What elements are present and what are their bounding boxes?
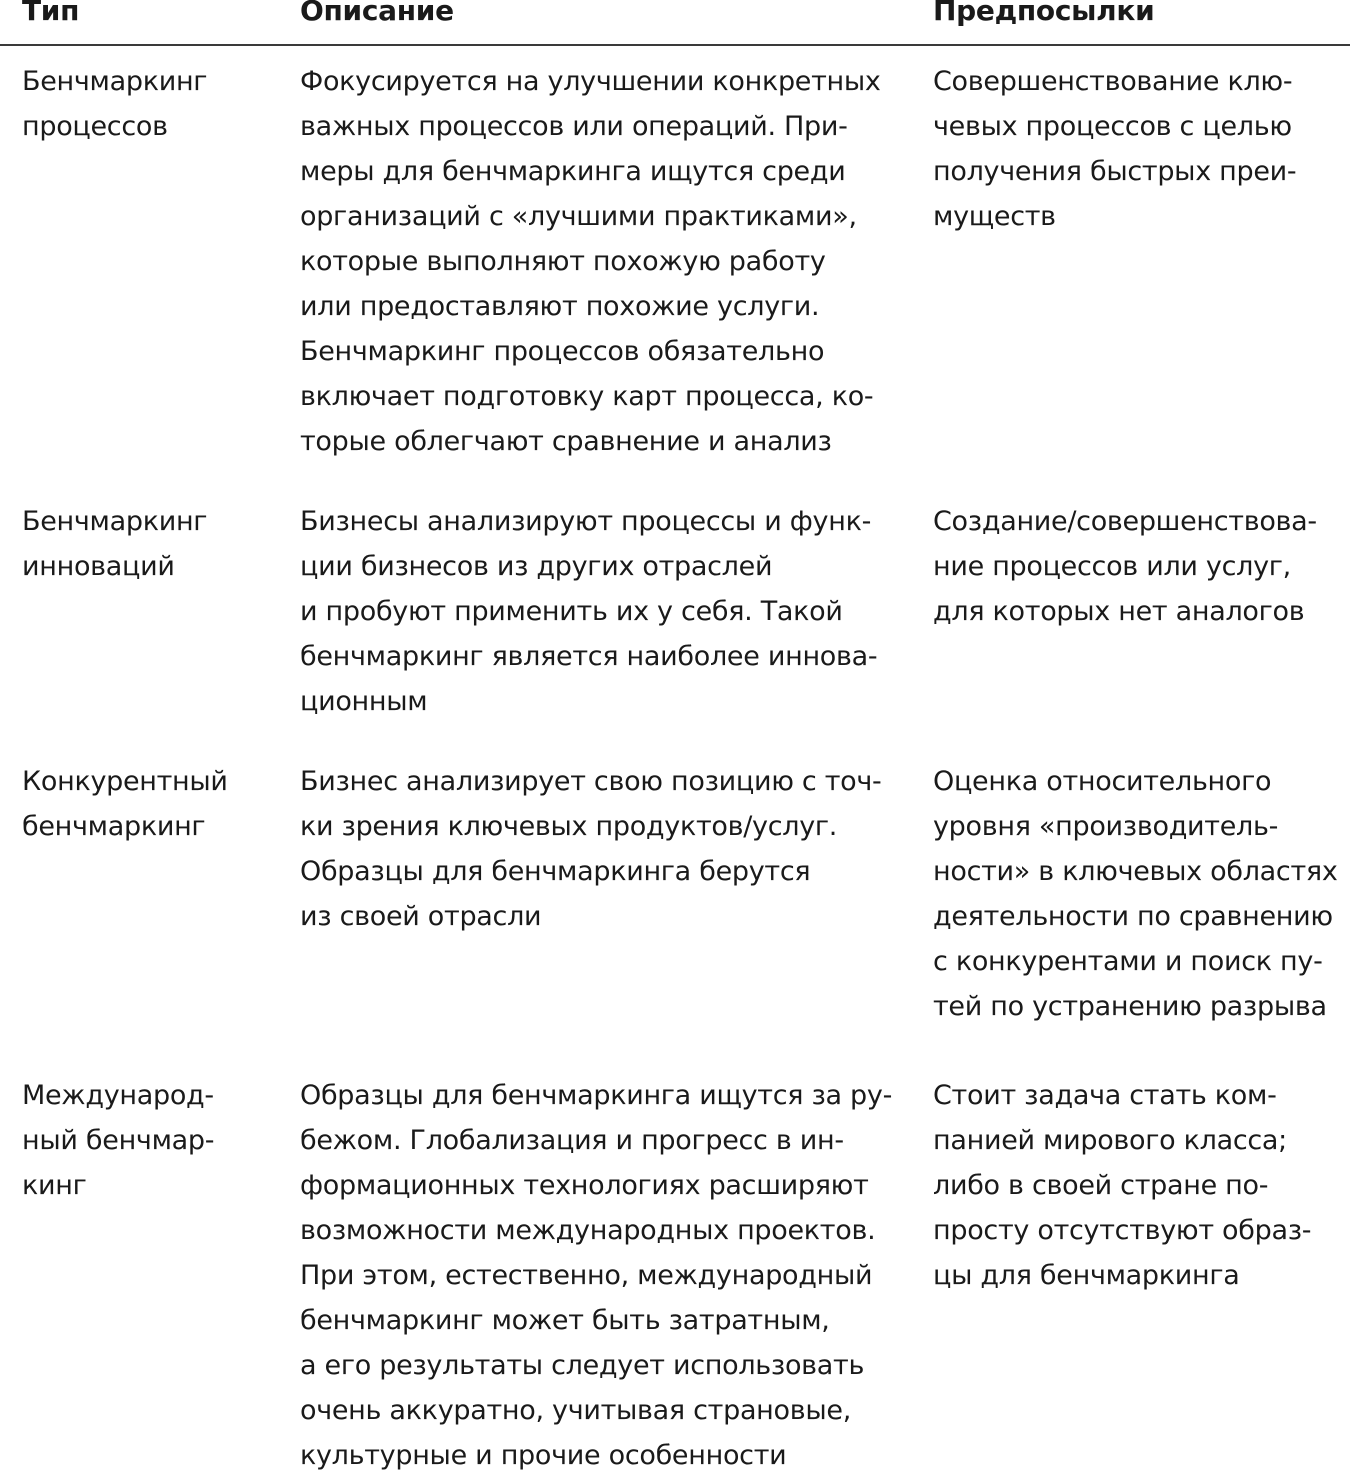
header-description: Описание bbox=[300, 0, 454, 27]
cell-line: из своей отрасли bbox=[300, 901, 542, 932]
cell-line: Образцы для бенчмаркинга берутся bbox=[300, 856, 811, 887]
cell-line: Бенчмаркинг процессов обязательно bbox=[300, 336, 825, 367]
cell-line: чевых процессов с целью bbox=[933, 111, 1292, 142]
cell-line: организаций с «лучшими практиками», bbox=[300, 201, 857, 232]
cell-line: Оценка относительного bbox=[933, 766, 1272, 797]
cell-line: Международ- bbox=[22, 1080, 214, 1111]
cell-line: кинг bbox=[22, 1170, 87, 1201]
cell-line: Бенчмаркинг bbox=[22, 66, 208, 97]
cell-line: которые выполняют похожую работу bbox=[300, 246, 826, 277]
cell-line: а его результаты следует использовать bbox=[300, 1350, 865, 1381]
cell-line: Бизнесы анализируют процессы и функ- bbox=[300, 506, 872, 537]
cell-line: Создание/совершенствова- bbox=[933, 506, 1317, 537]
cell-line: торые облегчают сравнение и анализ bbox=[300, 426, 832, 457]
cell-line: возможности международных проектов. bbox=[300, 1215, 876, 1246]
cell-line: включает подготовку карт процесса, ко- bbox=[300, 381, 874, 412]
cell-line: Бенчмаркинг bbox=[22, 506, 208, 537]
cell-line: очень аккуратно, учитывая страновые, bbox=[300, 1395, 851, 1426]
cell-line: с конкурентами и поиск пу- bbox=[933, 946, 1323, 977]
cell-line: ности» в ключевых областях bbox=[933, 856, 1338, 887]
prerequisites-cell bbox=[933, 499, 1317, 634]
type-cell bbox=[22, 59, 207, 149]
header-prerequisites: Предпосылки bbox=[933, 0, 1155, 27]
description-cell bbox=[300, 499, 877, 724]
cell-line: процессов bbox=[22, 111, 168, 142]
cell-line: меры для бенчмаркинга ищутся среди bbox=[300, 156, 846, 187]
cell-line: уровня «производитель- bbox=[933, 811, 1279, 842]
cell-line: бенчмаркинг bbox=[22, 811, 206, 842]
prerequisites-cell bbox=[933, 1073, 1311, 1298]
table-header bbox=[0, 0, 1350, 46]
cell-line: инноваций bbox=[22, 551, 175, 582]
cell-line: ционным bbox=[300, 686, 428, 717]
cell-line: Конкурентный bbox=[22, 766, 228, 797]
cell-line: цы для бенчмаркинга bbox=[933, 1260, 1240, 1291]
cell-line: Стоит задача стать ком- bbox=[933, 1080, 1277, 1111]
description-cell bbox=[300, 1073, 892, 1478]
type-cell bbox=[22, 499, 207, 589]
type-cell bbox=[22, 759, 228, 849]
cell-line: для которых нет аналогов bbox=[933, 596, 1305, 627]
cell-line: Фокусируется на улучшении конкретных bbox=[300, 66, 881, 97]
cell-line: формационных технологиях расширяют bbox=[300, 1170, 869, 1201]
cell-line: Совершенствование клю- bbox=[933, 66, 1293, 97]
description-cell bbox=[300, 759, 881, 939]
cell-line: панией мирового класса; bbox=[933, 1125, 1287, 1156]
cell-line: тей по устранению разрыва bbox=[933, 991, 1327, 1022]
prerequisites-cell bbox=[933, 59, 1296, 239]
cell-line: деятельности по сравнению bbox=[933, 901, 1333, 932]
cell-line: культурные и прочие особенности bbox=[300, 1440, 787, 1471]
cell-line: Бизнес анализирует свою позицию с точ- bbox=[300, 766, 882, 797]
cell-line: получения быстрых преи- bbox=[933, 156, 1297, 187]
cell-line: либо в своей стране по- bbox=[933, 1170, 1269, 1201]
cell-line: или предоставляют похожие услуги. bbox=[300, 291, 820, 322]
cell-line: ции бизнесов из других отраслей bbox=[300, 551, 773, 582]
cell-line: бенчмаркинг является наиболее иннова- bbox=[300, 641, 878, 672]
cell-line: ный бенчмар- bbox=[22, 1125, 215, 1156]
type-cell bbox=[22, 1073, 214, 1208]
cell-line: важных процессов или операций. При- bbox=[300, 111, 848, 142]
cell-line: бенчмаркинг может быть затратным, bbox=[300, 1305, 830, 1336]
cell-line: и пробуют применить их у себя. Такой bbox=[300, 596, 843, 627]
cell-line: бежом. Глобализация и прогресс в ин- bbox=[300, 1125, 844, 1156]
prerequisites-cell bbox=[933, 759, 1338, 1029]
cell-line: просту отсутствуют образ- bbox=[933, 1215, 1312, 1246]
cell-line: Образцы для бенчмаркинга ищутся за ру- bbox=[300, 1080, 893, 1111]
description-cell bbox=[300, 59, 881, 464]
cell-line: муществ bbox=[933, 201, 1056, 232]
header-type: Тип bbox=[22, 0, 80, 27]
cell-line: При этом, естественно, международный bbox=[300, 1260, 873, 1291]
cell-line: ние процессов или услуг, bbox=[933, 551, 1291, 582]
cell-line: ки зрения ключевых продуктов/услуг. bbox=[300, 811, 838, 842]
